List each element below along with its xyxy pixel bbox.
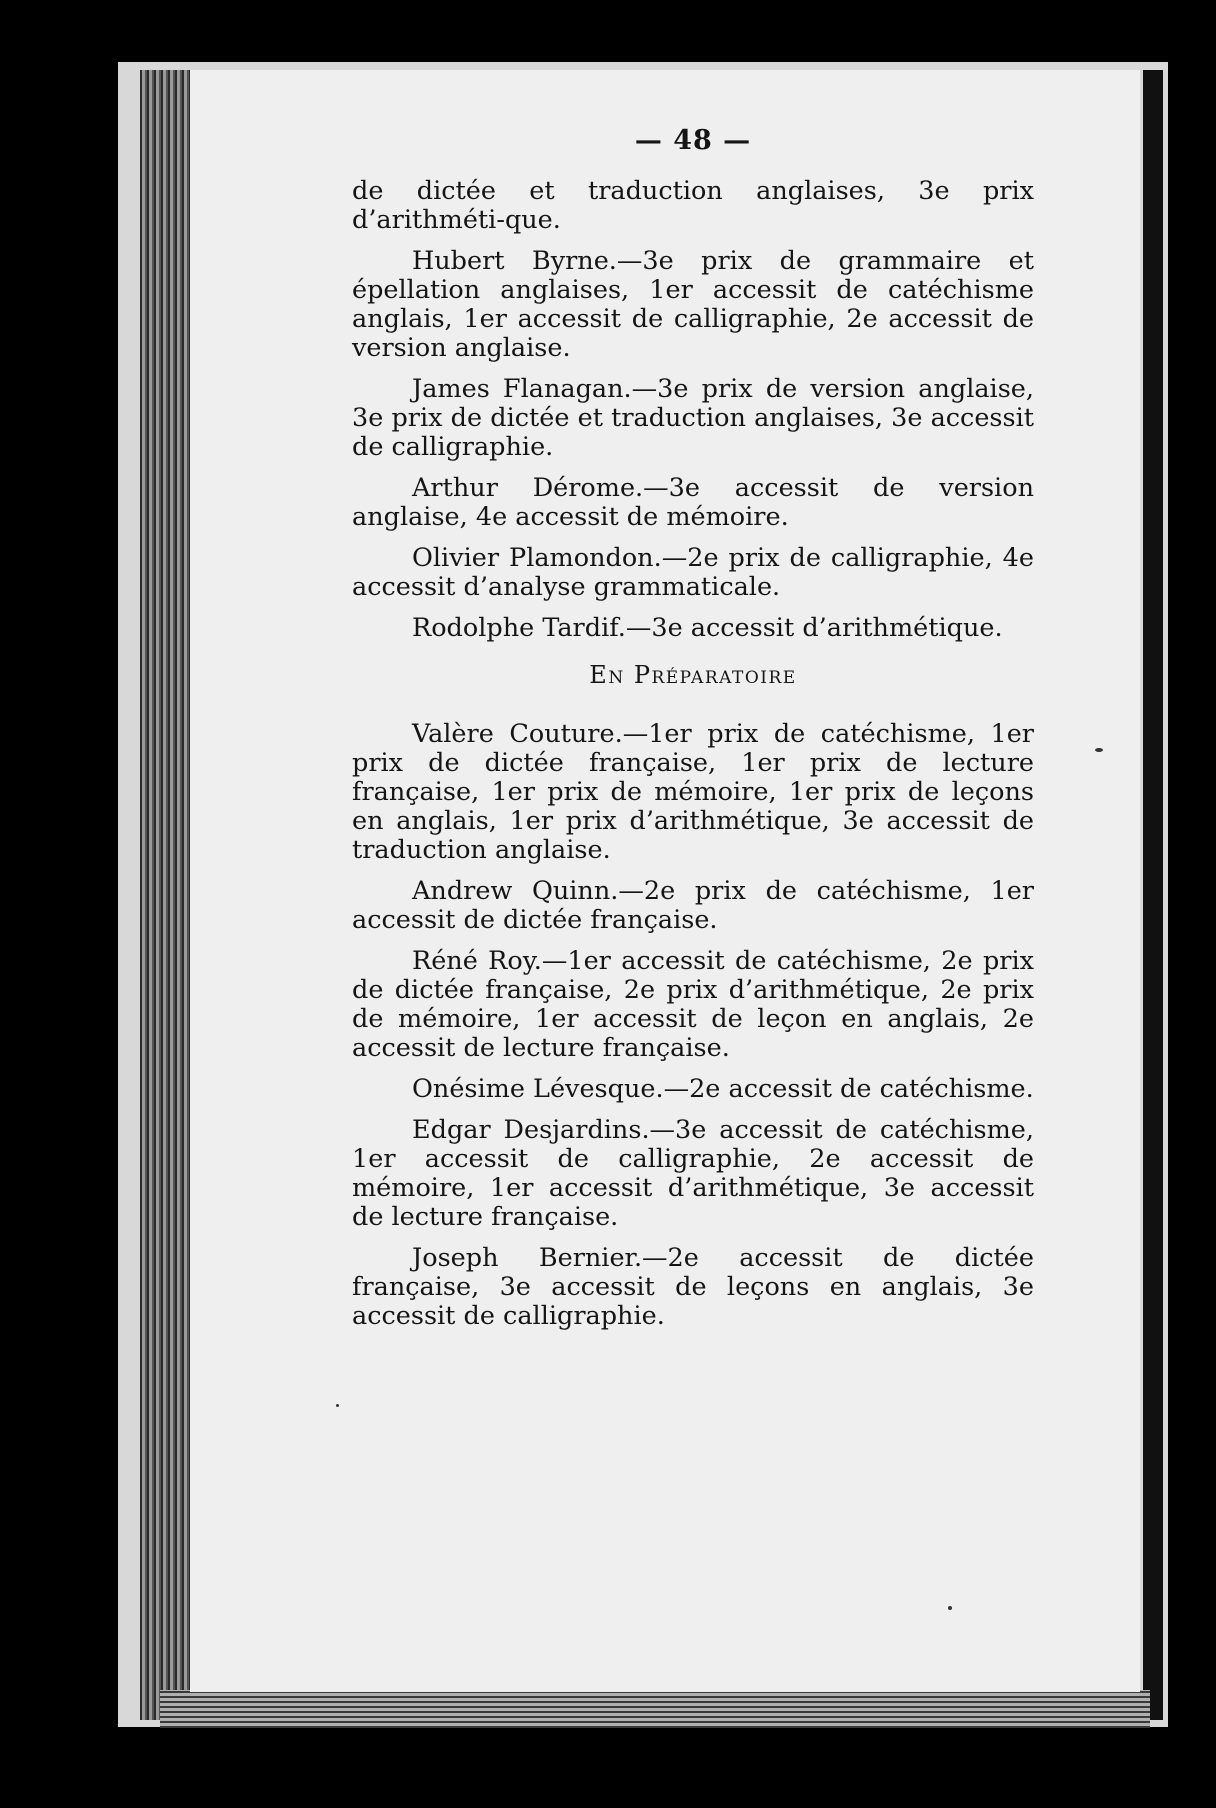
page-stack-edge-left xyxy=(140,70,190,1720)
page-number: — 48 — xyxy=(634,125,752,156)
paragraph-andrew-quinn: Andrew Quinn.—2e prix de catéchisme, 1er accessit de dictée française. xyxy=(352,876,1034,935)
paragraph-valere-couture: Valère Couture.—1er prix de catéchisme, 1er prix de dictée française, 1er prix de lecture française, 1er prix de mémoire, 1er prix de leçons en anglais, 1er prix d’arithmétique, 3e accessit de traduction anglaise. xyxy=(352,719,1034,865)
section-heading: En Préparatoire xyxy=(589,661,797,689)
paragraph-james-flanagan: James Flanagan.—3e prix de version anglaise, 3e prix de dictée et traduction anglaises, 3e accessit de calligraphie. xyxy=(352,374,1034,462)
paragraph-olivier-plamondon: Olivier Plamondon.—2e prix de calligraphie, 4e accessit d’analyse grammaticale. xyxy=(352,543,1034,602)
paragraph-continuation: de dictée et traduction anglaises, 3e prix d’arithméti-que. xyxy=(352,176,1034,235)
paragraph-edgar-desjardins: Edgar Desjardins.—3e accessit de catéchisme, 1er accessit de calligraphie, 2e accessit de mémoire, 1er accessit d’arithmétique, 3e accessit de lecture française. xyxy=(352,1115,1034,1232)
page-text-block xyxy=(352,126,1034,1343)
paragraph-rodolphe-tardif: Rodolphe Tardif.—3e accessit d’arithmétique. xyxy=(412,613,1003,643)
ink-speck xyxy=(336,1404,339,1407)
paragraph-rene-roy: Réné Roy.—1er accessit de catéchisme, 2e prix de dictée française, 2e prix d’arithmétique, 2e prix de mémoire, 1er accessit de leçon en anglais, 2e accessit de lecture française. xyxy=(352,946,1034,1063)
paragraph-hubert-byrne: Hubert Byrne.—3e prix de grammaire et épellation anglaises, 1er accessit de catéchisme anglais, 1er accessit de calligraphie, 2e accessit de version anglaise. xyxy=(352,246,1034,363)
page-gutter-right xyxy=(1143,70,1163,1720)
paragraph-joseph-bernier: Joseph Bernier.—2e accessit de dictée française, 3e accessit de leçons en anglais, 3e accessit de calligraphie. xyxy=(352,1243,1034,1331)
page-stack-edge-bottom xyxy=(160,1690,1150,1728)
ink-speck xyxy=(1095,748,1103,752)
paragraph-arthur-derome: Arthur Dérome.—3e accessit de version anglaise, 4e accessit de mémoire. xyxy=(352,473,1034,532)
paragraph-onesime-levesque: Onésime Lévesque.—2e accessit de catéchisme. xyxy=(412,1074,1034,1104)
ink-speck xyxy=(948,1606,952,1610)
